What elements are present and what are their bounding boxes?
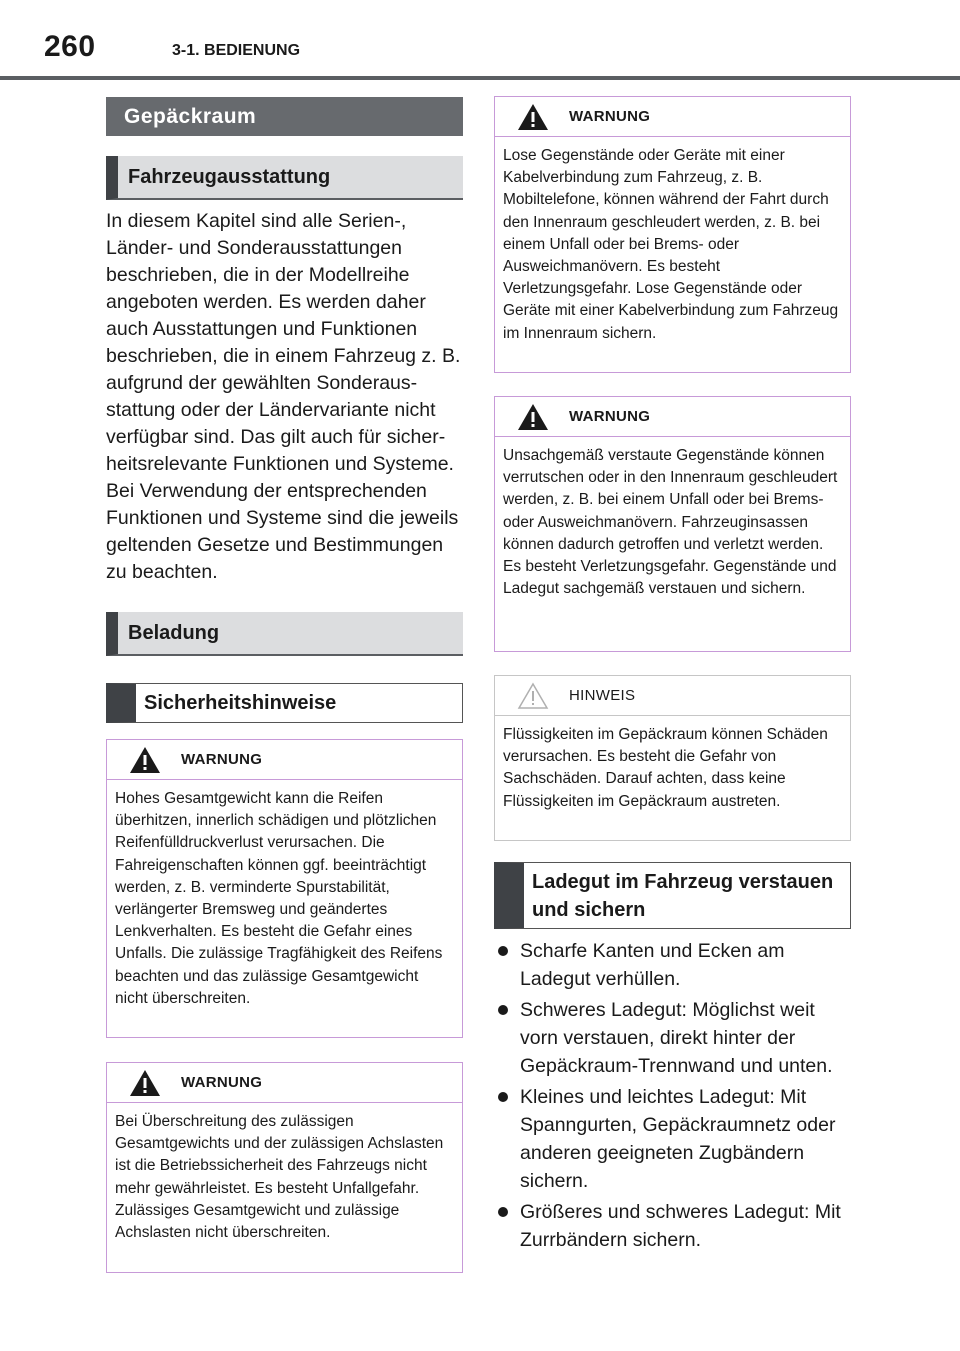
warning-box	[106, 1062, 463, 1273]
warning-box	[494, 396, 851, 652]
warning-triangle-icon	[517, 103, 549, 131]
boxed-heading	[106, 683, 463, 723]
subheading-fahrzeugausstattung: Fahrzeugausstattung	[128, 165, 331, 188]
list-item-text: Schweres Ladegut: Möglichst weit vorn verstauen, direkt hinter der Gepäckraum-Trennwand und unten.	[520, 999, 833, 1077]
subheading-bar	[106, 612, 463, 656]
warning-triangle-icon	[129, 746, 161, 774]
warning-triangle-icon	[517, 403, 549, 431]
bullet-dot-icon	[498, 1005, 508, 1015]
warning-header	[495, 397, 850, 437]
bullet-dot-icon	[498, 1207, 508, 1217]
page-number: 260	[44, 30, 96, 63]
bullet-dot-icon	[498, 946, 508, 956]
warning-text: Unsachgemäß verstaute Gegenstände können verrutschen oder in den Innenraum geschleudert werden, z. B. bei einem Unfall oder bei Brems- oder Ausweichmanövern. Fahrzeuginsassen können dadurch getroffen und verletzt werden. Es besteht Verletzungsgefahr. Gegenstände und Ladegut sachgemäß verstauen und sichern.	[503, 447, 838, 598]
list-item	[494, 937, 854, 993]
warning-label: WARNUNG	[569, 408, 651, 425]
boxed-heading-label: Ladegut im Fahrzeug verstauen und sichern	[532, 870, 834, 921]
warning-label: WARNUNG	[181, 1074, 263, 1091]
bullet-list	[494, 937, 854, 1257]
section-title-bar	[106, 97, 463, 136]
list-item-text: Kleines und leichtes Ladegut: Mit Spanngurten, Gepäckraumnetz oder anderen geeigneten Zugbändern sichern.	[520, 1086, 836, 1192]
note-header	[495, 676, 850, 716]
boxed-heading-label: Sicherheitshinweise	[144, 692, 337, 714]
warning-box	[494, 96, 851, 373]
list-item	[494, 1083, 854, 1195]
note-text: Flüssigkeiten im Gepäckraum können Schäden verursachen. Es besteht die Gefahr von Sachschäden. Darauf achten, dass keine Flüssigkeiten im Gepäckraum austreten.	[503, 726, 828, 810]
intro-paragraph: In diesem Kapitel sind alle Serien-, Länder- und Sonderausstattungen beschrieben, die in der Modellreihe angeboten werden. Es werden daher auch Ausstattungen und Funktionen beschrieben, die in einem Fahrzeug z. B. aufgrund der gewählten Sonderausstattung oder der Ländervariante nicht verfügbar sind. Das gilt auch für sicherheitsrelevante Funktionen und Systeme. Bei Verwendung der entsprechenden Funktionen und Systeme sind die jeweils geltenden Gesetze und Bestimmungen zu beachten.	[106, 210, 461, 583]
warning-text: Hohes Gesamtgewicht kann die Reifen überhitzen, innerlich schädigen und plötzlichen Reifenfülldruckverlust verursachen. Die Fahreigenschaften können ggf. beeinträchtigt werden, z. B. verminderte Spurstabilität, verlängerter Bremsweg und geändertes Lenkverhalten. Es besteht die Gefahr eines Unfalls. Die zulässige Tragfähigkeit des Reifens beachten und das zulässige Gesamtgewicht nicht überschreiten.	[115, 790, 443, 1007]
header-rule	[0, 76, 960, 80]
subheading-beladung: Beladung	[128, 621, 220, 644]
bullet-dot-icon	[498, 1092, 508, 1102]
warning-label: WARNUNG	[181, 751, 263, 768]
warning-box	[106, 739, 463, 1038]
list-item	[494, 1198, 854, 1254]
subheading-bar	[106, 156, 463, 200]
chapter-title: 3-1. BEDIENUNG	[172, 42, 301, 59]
warning-label: WARNUNG	[569, 108, 651, 125]
warning-header	[495, 97, 850, 137]
section-title: Gepäckraum	[124, 104, 257, 128]
list-item	[494, 996, 854, 1080]
boxed-heading	[494, 862, 851, 929]
warning-header	[107, 1063, 462, 1103]
caution-outline-icon	[517, 682, 549, 710]
note-label: HINWEIS	[569, 687, 636, 704]
warning-text: Lose Gegenstände oder Geräte mit einer Kabelverbindung zum Fahrzeug, z. B. Mobiltelefone, können während der Fahrt durch den Innenraum geschleudert werden, z. B. bei einem Unfall oder bei Brems- oder Ausweichmanövern. Es besteht Verletzungsgefahr. Lose Gegenstände oder Geräte mit einer Kabelverbindung zum Fahrzeug im Innenraum sichern.	[503, 147, 839, 342]
list-item-text: Scharfe Kanten und Ecken am Ladegut verhüllen.	[520, 940, 785, 990]
warning-text: Bei Überschreitung des zulässigen Gesamtgewichts und der zulässigen Achslasten ist die Betriebssicherheit des Fahrzeugs nicht mehr gewährleistet. Es besteht Unfallgefahr. Zulässiges Gesamtgewicht und zulässige Achslasten nicht überschreiten.	[115, 1113, 444, 1242]
note-box	[494, 675, 851, 841]
warning-header	[107, 740, 462, 780]
list-item-text: Größeres und schweres Ladegut: Mit Zurrbändern sichern.	[520, 1201, 841, 1251]
warning-triangle-icon	[129, 1069, 161, 1097]
